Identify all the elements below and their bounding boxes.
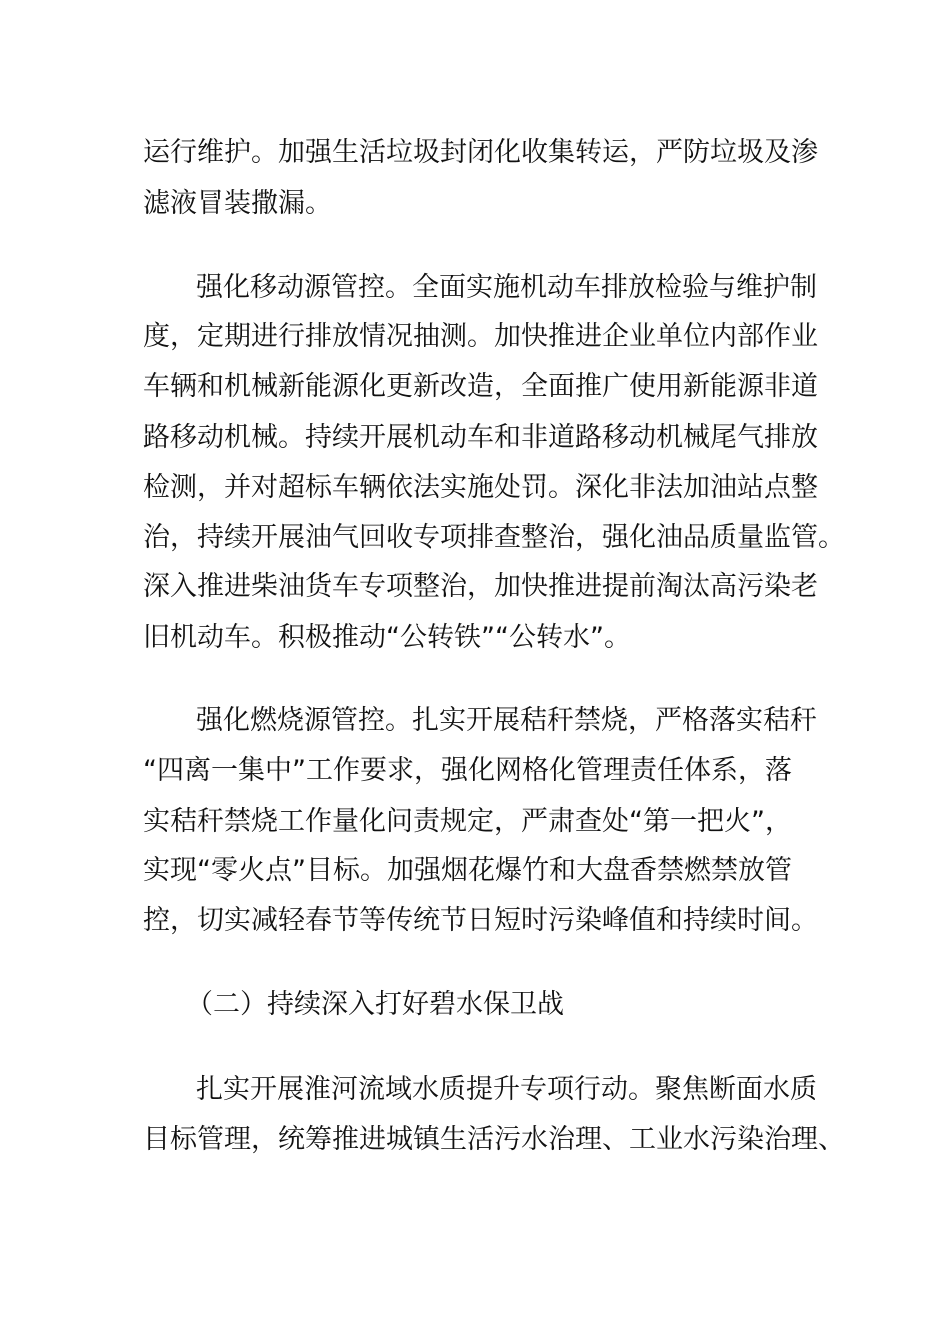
paragraph-line: 运行维护。加强生活垃圾封闭化收集转运，严防垃圾及渗 xyxy=(143,137,818,168)
paragraph-line: 旧机动车。积极推动“公转铁”“公转水”。 xyxy=(143,622,631,653)
paragraph-line: 目标管理，统筹推进城镇生活污水治理、工业水污染治理、 xyxy=(143,1124,845,1155)
paragraph-line: 车辆和机械新能源化更新改造，全面推广使用新能源非道 xyxy=(143,371,818,402)
paragraph-line: 度，定期进行排放情况抽测。加快推进企业单位内部作业 xyxy=(143,321,818,352)
paragraph-line: 控，切实减轻春节等传统节日短时污染峰值和持续时间。 xyxy=(143,905,818,936)
paragraph-line: 强化移动源管控。全面实施机动车排放检验与维护制 xyxy=(196,272,817,303)
paragraph-line: 检测，并对超标车辆依法实施处罚。深化非法加油站点整 xyxy=(143,472,818,503)
paragraph-line: “四离一集中”工作要求，强化网格化管理责任体系，落 xyxy=(143,755,792,786)
paragraph-line: 深入推进柴油货车专项整治，加快推进提前淘汰高污染老 xyxy=(143,571,818,602)
paragraph-line: 实秸秆禁烧工作量化问责规定，严肃查处“第一把火”， xyxy=(143,806,792,837)
section-heading: （二）持续深入打好碧水保卫战 xyxy=(186,989,564,1020)
paragraph-line: 滤液冒装撒漏。 xyxy=(143,188,332,219)
paragraph-line: 实现“零火点”目标。加强烟花爆竹和大盘香禁燃禁放管 xyxy=(143,855,792,886)
paragraph-line: 扎实开展淮河流域水质提升专项行动。聚焦断面水质 xyxy=(196,1074,817,1105)
paragraph-line: 路移动机械。持续开展机动车和非道路移动机械尾气排放 xyxy=(143,422,818,453)
paragraph-line: 强化燃烧源管控。扎实开展秸秆禁烧，严格落实秸秆 xyxy=(196,705,817,736)
paragraph-line: 治，持续开展油气回收专项排查整治，强化油品质量监管。 xyxy=(143,522,845,553)
